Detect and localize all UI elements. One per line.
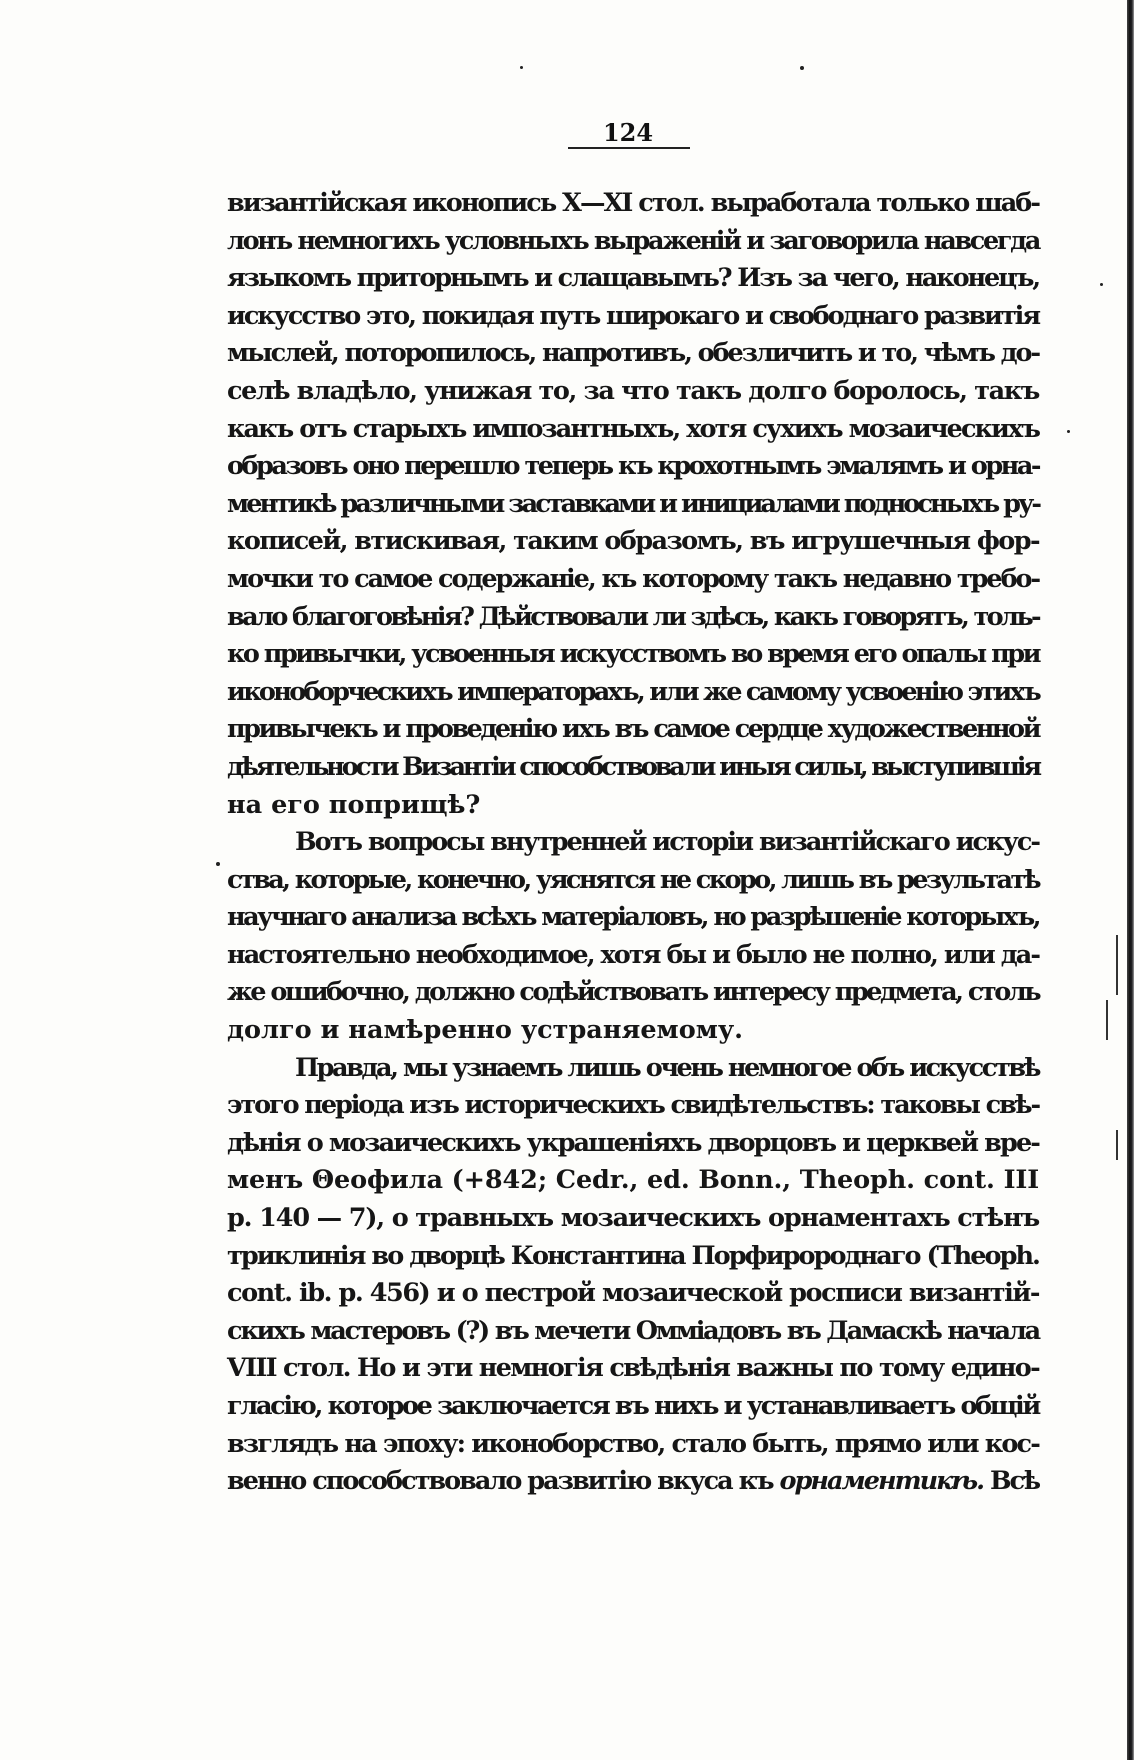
text-line: иконоборческихъ императорахъ, или же самому усвоенію этихъ [227,676,1039,707]
body-text [227,185,1039,1501]
edge-mark [1106,1000,1108,1040]
text-line: настоятельно необходимое, хотя бы и было не полно, или да- [227,939,1039,970]
text-line: ментикѣ различными заставками и инициалами подносныхъ ру- [227,488,1039,519]
text-line: византійская иконопись X—XI стол. выработала только шаб- [227,188,1040,218]
text-line: же ошибочно, должно содѣйствовать интересу предмета, столь [227,977,1039,1008]
text-line: какъ отъ старыхъ импозантныхъ, хотя сухихъ мозаическихъ [227,413,1039,444]
paragraph-2 [227,824,1039,1050]
text-segment: венно способствовало развитію вкуса къ [227,1466,773,1497]
text-line: кописей, втискивая, таким образомъ, въ игрушечныя фор- [227,526,1039,557]
page-number: 124 [602,118,654,147]
speck [216,862,220,866]
text-line: p. 140 — 7), о травныхъ мозаическихъ орнаментахъ стѣнъ [227,1203,1039,1234]
text-line: образовъ оно перешло теперь къ крохотнымъ эмалямъ и орна- [227,451,1039,482]
text-segment: Всѣ [989,1466,1040,1497]
binding-edge [1127,0,1134,1760]
text-line: научнаго анализа всѣхъ матеріаловъ, но разрѣшеніе которыхъ, [227,902,1039,933]
text-line: долго и намѣренно устраняемому. [227,1015,744,1046]
edge-mark [1116,1130,1118,1160]
text-line: дѣятельности Византіи способствовали иныя силы, выступившія [227,751,1039,782]
text-line: искусство это, покидая путь широкаго и свободнаго развитія [227,300,1039,331]
edge-mark [1116,935,1118,995]
text-line: менъ Θеофила (+842; Cedr., ed. Bonn., Theoph. cont. III [227,1165,1039,1196]
text-line: на его поприщѣ? [227,789,481,820]
text-line: взглядъ на эпоху: иконоборство, стало быть, прямо или кос- [227,1428,1039,1459]
text-line: привычекъ и проведенію ихъ въ самое сердце художественной [227,714,1039,745]
paragraph-3 [227,1050,1039,1501]
text-line: Правда, мы узнаемъ лишь очень немногое объ искусствѣ [295,1052,1039,1083]
text-line: лонъ немногихъ условныхъ выраженій и заговорила навсегда [227,225,1039,256]
text-line: селѣ владѣло, унижая то, за что такъ долго боролось, такъ [227,375,1039,406]
text-line: триклинія во дворцѣ Константина Порфиророднаго (Theoph. [227,1240,1039,1271]
page-number-rule [568,147,690,149]
text-line: мочки то самое содержаніе, къ которому такъ недавно требо- [227,563,1039,594]
italic-word: орнаментикѣ. [779,1466,984,1497]
speck [1100,283,1103,286]
text-line: VIII стол. Но и эти немногія свѣдѣнія важны по тому едино- [227,1353,1039,1384]
text-line: гласію, которое заключается въ нихъ и устанавливаетъ общій [227,1391,1039,1421]
text-line: Вотъ вопросы внутренней исторіи византійскаго искус- [295,827,1039,858]
speck [800,66,804,70]
text-line: скихъ мастеровъ (?) въ мечети Оммiадовъ въ Дамаскѣ начала [227,1315,1039,1346]
text-line: cont. ib. p. 456) и о пестрой мозаической росписи византій- [227,1278,1039,1309]
text-line: вало благоговѣнія? Дѣйствовали ли здѣсь, какъ говорятъ, толь- [227,601,1039,632]
text-line: мыслей, поторопилось, напротивъ, обезличить и то, чѣмъ до- [227,338,1039,369]
paragraph-1 [227,185,1039,824]
text-line: языкомъ приторнымъ и слащавымъ? Изъ за чего, наконецъ, [227,263,1040,294]
text-line-final [227,1463,1039,1501]
text-line: ства, которые, конечно, уяснятся не скоро, лишь въ результатѣ [227,864,1039,895]
text-line: дѣнія о мозаическихъ украшеніяхъ дворцовъ и церквей вре- [227,1127,1039,1158]
speck [1067,430,1070,433]
text-line: ко привычки, усвоенныя искусствомъ во время его опалы при [227,639,1039,670]
speck [520,66,523,69]
text-line: этого періода изъ историческихъ свидѣтельствъ: таковы свѣ- [227,1090,1039,1121]
